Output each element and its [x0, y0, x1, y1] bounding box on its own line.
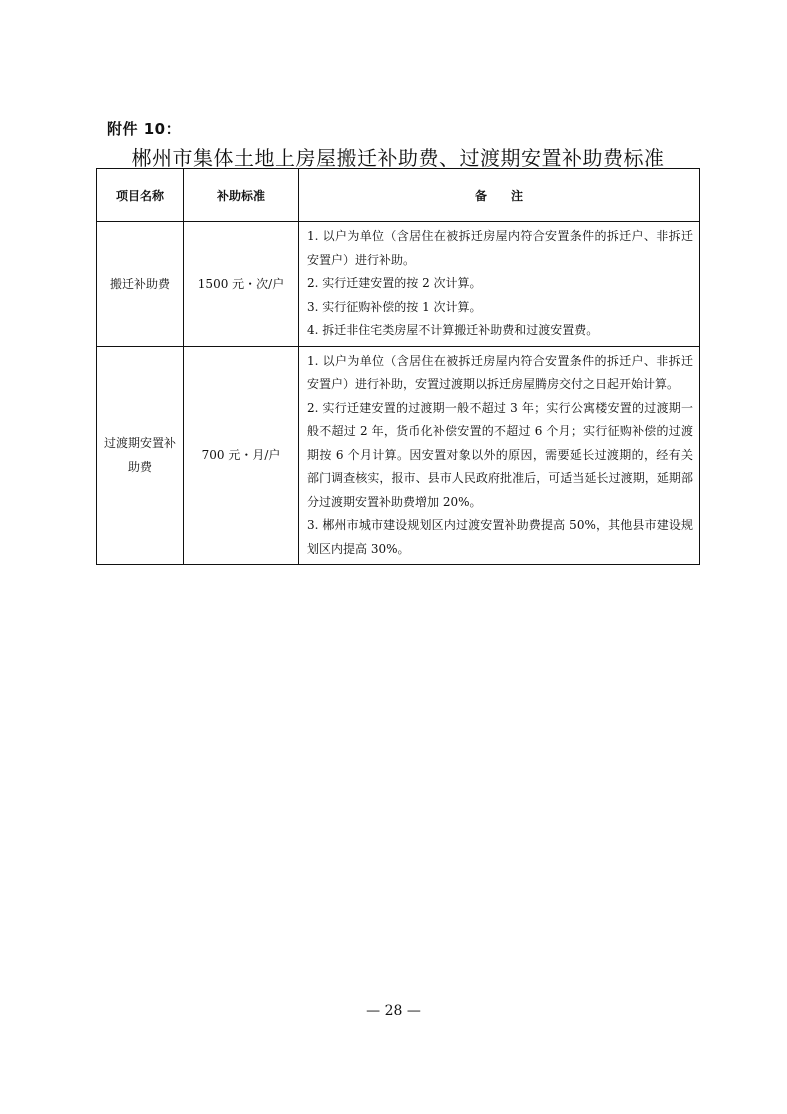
remark-item: 1. 以户为单位（含居住在被拆迁房屋内符合安置条件的拆迁户、非拆迁安置户）进行补助。: [307, 229, 693, 267]
remark-item: 4. 拆迁非住宅类房屋不计算搬迁补助费和过渡安置费。: [307, 323, 599, 337]
remark-item: 2. 实行迁建安置的按 2 次计算。: [307, 276, 482, 290]
item-name-cell: 搬迁补助费: [97, 222, 184, 347]
table-row: [97, 346, 700, 565]
header-item-name: 项目名称: [97, 169, 184, 222]
item-name-cell: [97, 346, 184, 565]
item-name-text: 过渡期安置补助费: [104, 436, 177, 475]
document-title: 郴州市集体土地上房屋搬迁补助费、过渡期安置补助费标准: [131, 146, 665, 170]
page-number: — 28 —: [366, 1003, 421, 1019]
remark-item: 3. 实行征购补偿的按 1 次计算。: [307, 299, 482, 314]
remarks-cell: [299, 222, 700, 347]
remark-item: 2. 实行迁建安置的过渡期一般不超过 3 年；实行公寓楼安置的过渡期一般不超过 2 年，货币化补偿安置的不超过 6 个月；实行征购补偿的过渡期按 6 个月计算。因安置对象以外的原因，需要延长过渡期的，经有关部门调查核实，报市、县市人民政府批准后，可适当延长过渡期，延期部分过渡期安置补助费增加 20%。: [307, 400, 693, 509]
remark-item: 3. 郴州市城市建设规划区内过渡安置补助费提高 50%，其他县市建设规划区内提高 30%。: [307, 518, 693, 556]
header-subsidy-standard: 补助标准: [184, 169, 299, 222]
table-header-row: [97, 169, 700, 222]
annex-label: 附件 10：: [107, 120, 182, 138]
remark-item: 1. 以户为单位（含居住在被拆迁房屋内符合安置条件的拆迁户、非拆迁安置户）进行补助，安置过渡期以拆迁房屋腾房交付之日起开始计算。: [307, 353, 693, 391]
subsidy-standard-table: [96, 168, 700, 565]
subsidy-standard-cell: 1500 元・次/户: [184, 222, 299, 347]
subsidy-standard-cell: 700 元・月/户: [184, 346, 299, 565]
header-remarks: 备 注: [299, 169, 700, 222]
remarks-cell: [299, 346, 700, 565]
table-row: [97, 222, 700, 347]
